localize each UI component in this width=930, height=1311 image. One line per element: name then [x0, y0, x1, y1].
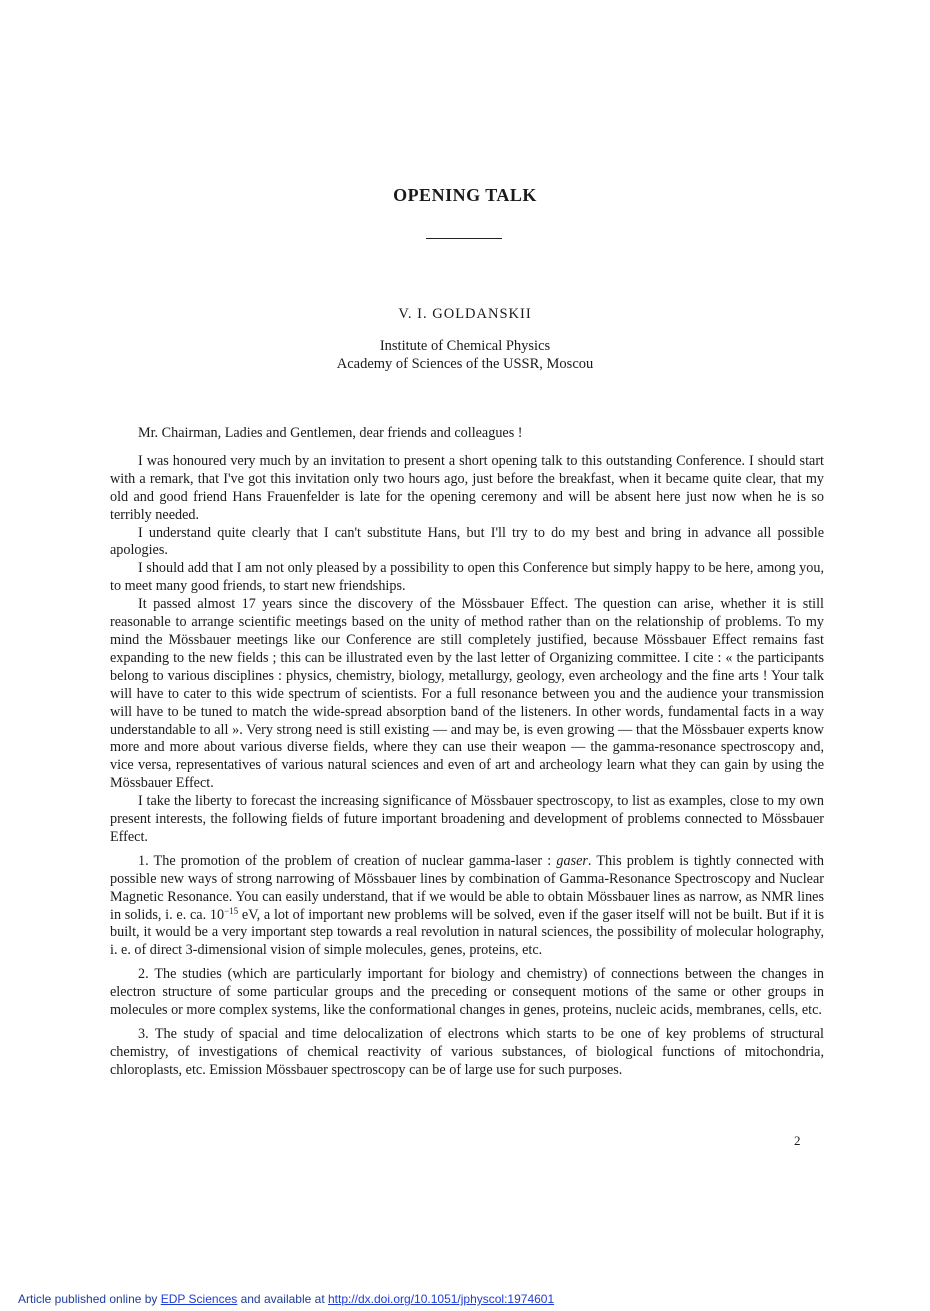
paragraph: I take the liberty to forecast the increasing significance of Mössbauer spectroscopy, to list as examples, close to my own present interests, the following fields of future important broadening and development of problems connected to Mössbauer Effect.	[110, 793, 824, 845]
item1-text-c: eV, a lot of important new problems will be solved, even if the gaser itself will not be built. But if it is built, it would be a very important step towards a real revolution in natural sciences, the possibility of molecular holography, i. e. of direct 3-dimensional vision of simple molecules, genes, proteins, etc.	[110, 906, 824, 959]
paragraph: It passed almost 17 years since the discovery of the Mössbauer Effect. The question can arise, whether it is still reasonable to arrange scientific meetings based on the unity of method rather than on the relationship of problems. To my mind the Mössbauer meetings like our Conference are still completely justified, because Mössbauer Effect remains fast expanding to the new fields ; this can be illustrated even by the last letter of Organizing committee. I cite : « the participants belong to various disciplines : physics, chemistry, biology, metallurgy, geology, even archeology and the fine arts ! Your talk will have to cater to this wide spectrum of scientists. For a full resonance between you and the audience your transmission will have to be tuned to match the wide-spread absorption band of the listeners. In other words, fundamental facts in a way understandable to all ». Very strong need is still existing — and may be, is even growing — that the Mössbauer experts know more and more about various diverse fields, where they can use their weapon — the gamma-resonance spectroscopy and, vice versa, representatives of various natural sciences and even of art and archeology learn what they can gain by using the Mössbauer Effect.	[110, 596, 824, 792]
paragraph: I was honoured very much by an invitation to present a short opening talk to this outstanding Conference. I should start with a remark, that I've got this invitation only two hours ago, just before the breakfast, when it became quite clear, that my old and good friend Hans Frauenfelder is late for the opening ceremony and will be absent here just now when he is so terribly needed.	[110, 452, 824, 523]
item1-exponent: −15	[224, 905, 239, 916]
article-title: OPENING TALK	[393, 185, 537, 205]
list-item-3: 3. The study of spacial and time delocalization of electrons which starts to be one of key problems of structural chemistry, of investigations of chemical reactivity of various substances, of biological functions of mitochondria, chloroplasts, etc. Emission Mössbauer spectroscopy can be of large use for such purposes.	[110, 1026, 824, 1078]
publication-footer	[18, 1292, 554, 1306]
list-item-1	[110, 853, 824, 960]
list-item-2: 2. The studies (which are particularly important for biology and chemistry) of connections between the changes in electron structure of some particular groups and the preceding or consequent motions of the same or other groups in molecules or more complex systems, like the conformational changes in genes, proteins, nucleic acids, membranes, cells, etc.	[110, 966, 824, 1019]
paragraph: I understand quite clearly that I can't substitute Hans, but I'll try to do my best and bring in advance all possible apologies.	[110, 524, 824, 559]
publisher-link[interactable]: EDP Sciences	[160, 1292, 238, 1306]
footer-middle: and available at	[237, 1292, 328, 1306]
affiliation-academy: Academy of Sciences of the USSR, Moscou	[336, 356, 594, 372]
author-name: V. I. GOLDANSKII	[398, 306, 532, 322]
article-body	[110, 425, 824, 1080]
salutation: Mr. Chairman, Ladies and Gentlemen, dear friends and colleagues !	[138, 425, 523, 441]
doi-link[interactable]: http://dx.doi.org/10.1051/jphyscol:1974601	[327, 1292, 555, 1306]
page-number: 2	[794, 1133, 801, 1148]
paragraph: I should add that I am not only pleased by a possibility to open this Conference but simply happy to be here, among you, to meet many good friends, to start new friendships.	[110, 560, 824, 595]
item1-text-b: . This problem is tightly connected with possible new ways of strong narrowing of Mössbauer lines by combination of Gamma-Resonance Spectroscopy and Nuclear Magnetic Resonance. You can easily understand, that if we would be able to obtain Mössbauer lines as narrow, as NMR lines in solids, i. e. ca. 10	[110, 852, 824, 923]
affiliation-institute: Institute of Chemical Physics	[379, 338, 551, 354]
item1-emphasis: gaser	[556, 852, 588, 869]
footer-prefix: Article published online by	[18, 1292, 161, 1306]
item1-text-a: 1. The promotion of the problem of creation of nuclear gamma-laser :	[138, 852, 557, 869]
title-divider	[426, 238, 502, 239]
